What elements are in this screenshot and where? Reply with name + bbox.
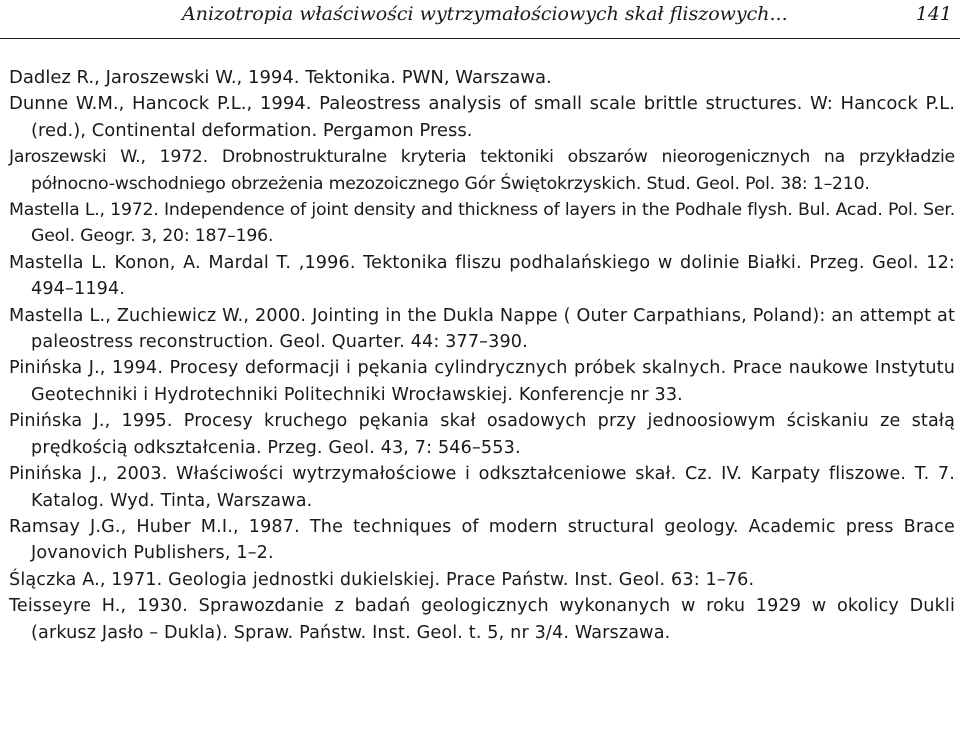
reference-item: Ślączka A., 1971. Geologia jednostki dukielskiej. Prace Państw. Inst. Geol. 63: 1–76. [9, 569, 755, 590]
reference-item: Mastella L., 1972. Independence of joint density and thickness of layers in the Podhale flysh. Bul. Acad. Pol. Ser. Geol. Geogr. 3, 20: 187–196. [9, 200, 955, 247]
reference-item: Dunne W.M., Hancock P.L., 1994. Paleostress analysis of small scale brittle structures. W: Hancock P.L. (red.), Continental deformation. Pergamon Press. [9, 93, 955, 141]
reference-item: Teisseyre H., 1930. Sprawozdanie z badań geologicznych wykonanych w roku 1929 w okolicy Dukli (arkusz Jasło – Dukla). Spraw. Państw. Inst. Geol. t. 5, nr 3/4. Warszawa. [9, 596, 955, 643]
reference-list [9, 65, 955, 646]
reference-item: Ramsay J.G., Huber M.I., 1987. The techniques of modern structural geology. Academic press Brace Jovanovich Publishers, 1–2. [9, 516, 955, 564]
reference-item: Jaroszewski W., 1972. Drobnostrukturalne kryteria tektoniki obszarów nieorogenicznych na przykładzie północno-wschodniego obrzeżenia mezozoicznego Gór Świętokrzyskich. Stud. Geol. Pol. 38: 1–210. [9, 147, 955, 194]
running-header-title: Anizotropia właściwości wytrzymałościowych skał fliszowych... [182, 3, 788, 25]
running-header [0, 3, 956, 29]
reference-item: Dadlez R., Jaroszewski W., 1994. Tektonika. PWN, Warszawa. [9, 67, 552, 88]
reference-item: Pinińska J., 1995. Procesy kruchego pękania skał osadowych przy jednoosiowym ściskaniu ze stałą prędkością odkształcenia. Przeg. Geol. 43, 7: 546–553. [9, 411, 955, 458]
reference-item: Mastella L. Konon, A. Mardal T. ,1996. Tektonika fliszu podhalańskiego w dolinie Białki. Przeg. Geol. 12: 494–1194. [9, 252, 955, 300]
reference-item: Pinińska J., 2003. Właściwości wytrzymałościowe i odkształceniowe skał. Cz. IV. Karpaty fliszowe. T. 7. Katalog. Wyd. Tinta, Warszawa. [9, 464, 955, 511]
reference-item: Mastella L., Zuchiewicz W., 2000. Jointing in the Dukla Nappe ( Outer Carpathians, Poland): an attempt at paleostress reconstruction. Geol. Quarter. 44: 377–390. [9, 305, 955, 353]
page-number: 141 [915, 3, 952, 25]
reference-item: Pinińska J., 1994. Procesy deformacji i pękania cylindrycznych próbek skalnych. Prace naukowe Instytutu Geotechniki i Hydrotechniki Politechniki Wrocławskiej. Konferencje nr 33. [9, 358, 955, 405]
header-rule [0, 38, 960, 39]
